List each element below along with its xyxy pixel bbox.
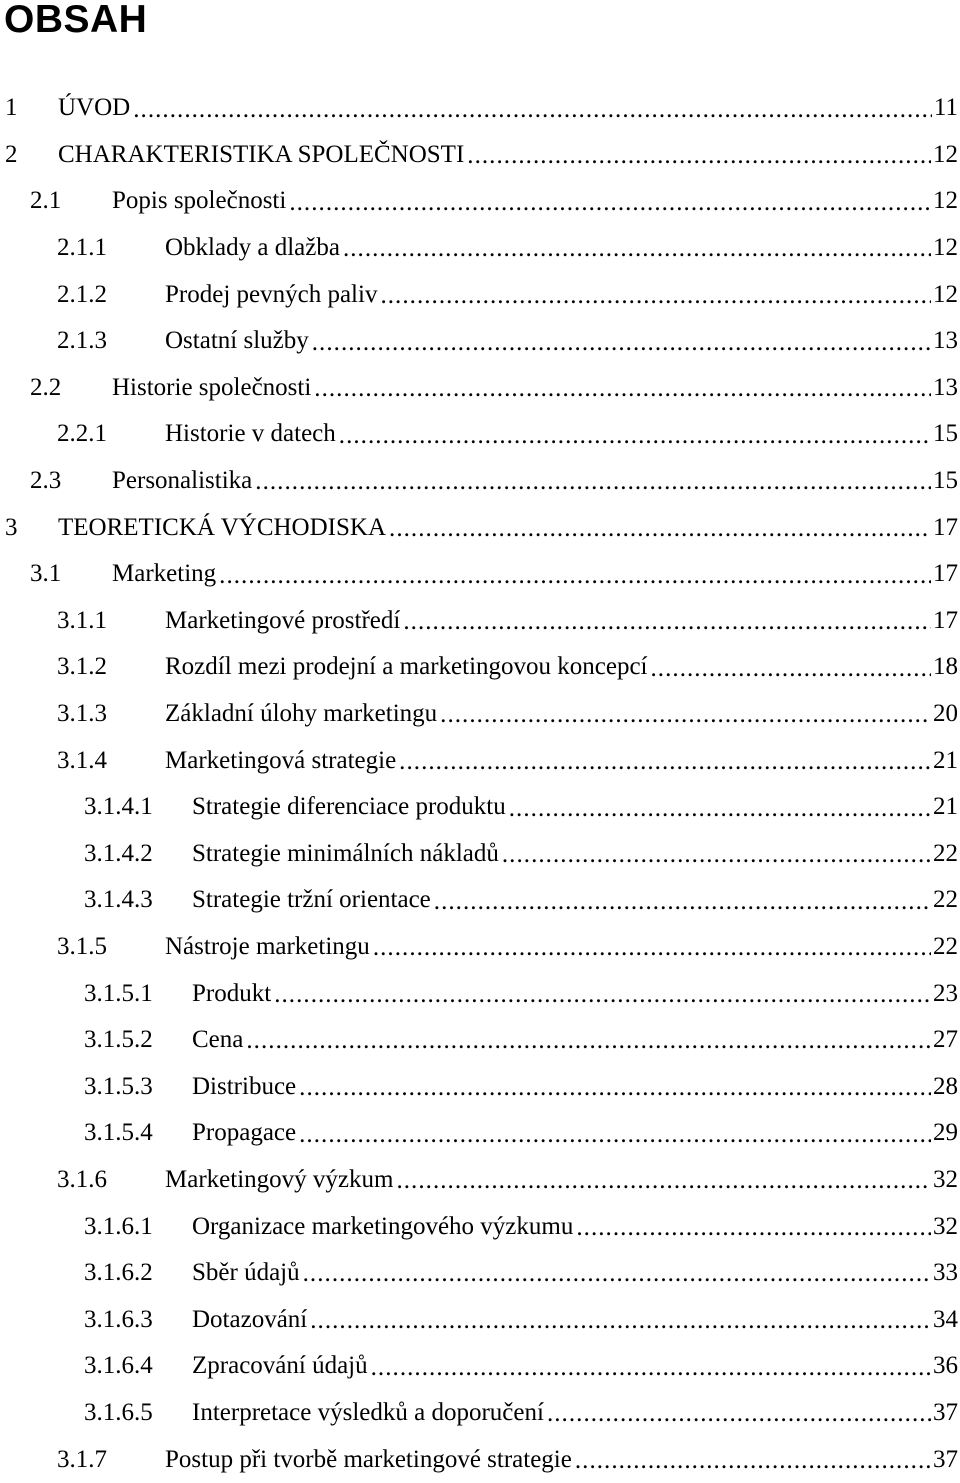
- toc-entry[interactable]: [0, 132, 960, 179]
- dot-leader: [373, 933, 931, 963]
- dot-leader: [502, 840, 931, 870]
- toc-entry[interactable]: [0, 225, 960, 272]
- toc-entry-number: 3.1.5.3: [84, 1072, 153, 1100]
- toc-entry-title[interactable]: Zpracování údajů: [192, 1352, 368, 1380]
- toc-entry-title[interactable]: Dotazování: [192, 1305, 308, 1333]
- toc-entry-title[interactable]: ÚVOD: [58, 94, 131, 122]
- toc-entry-title[interactable]: Rozdíl mezi prodejní a marketingovou koncepcí: [165, 653, 648, 681]
- toc-entry-page-number[interactable]: 34: [933, 1305, 958, 1333]
- toc-entry-page-number[interactable]: 12: [933, 280, 958, 308]
- toc-entry[interactable]: [0, 1017, 960, 1064]
- toc-entry-number: 3.1.6.2: [84, 1259, 153, 1287]
- toc-entry-number: 3.1.6.3: [84, 1305, 153, 1333]
- toc-entry-title[interactable]: Sběr údajů: [192, 1259, 300, 1287]
- toc-entry-page-number[interactable]: 13: [933, 373, 958, 401]
- toc-entry[interactable]: [0, 1296, 960, 1343]
- toc-entry[interactable]: [0, 85, 960, 132]
- toc-entry[interactable]: [0, 178, 960, 225]
- toc-entry[interactable]: [0, 1390, 960, 1437]
- toc-entry[interactable]: [0, 644, 960, 691]
- toc-entry-page-number[interactable]: 36: [933, 1352, 958, 1380]
- toc-entry-number: 3.1.5.1: [84, 979, 153, 1007]
- toc-entry-number: 2.1.1: [57, 234, 107, 262]
- toc-entry-number: 3.1.4.1: [84, 793, 153, 821]
- dot-leader: [651, 654, 932, 684]
- toc-entry-page-number[interactable]: 17: [933, 513, 958, 541]
- toc-entry-title[interactable]: Nástroje marketingu: [165, 932, 370, 960]
- toc-entry[interactable]: [0, 924, 960, 971]
- toc-entry-title[interactable]: Postup při tvorbě marketingové strategie: [165, 1445, 572, 1473]
- toc-entry-page-number[interactable]: 32: [933, 1212, 958, 1240]
- toc-entry-number: 3.1.5.2: [84, 1026, 153, 1054]
- dot-leader: [399, 747, 931, 777]
- toc-entry-page-number[interactable]: 37: [933, 1445, 958, 1473]
- toc-entry-title[interactable]: Personalistika: [112, 467, 253, 495]
- dot-leader: [310, 1306, 931, 1336]
- toc-entry-title[interactable]: Ostatní služby: [165, 327, 309, 355]
- toc-entry-page-number[interactable]: 15: [933, 467, 958, 495]
- dot-leader: [547, 1399, 931, 1429]
- toc-entry-number: 3.1.5.4: [84, 1119, 153, 1147]
- dot-leader: [339, 421, 931, 451]
- dot-leader: [575, 1446, 931, 1476]
- dot-leader: [312, 328, 931, 358]
- toc-entry[interactable]: [0, 504, 960, 551]
- toc-entry-number: 3.1.6.1: [84, 1212, 153, 1240]
- toc-entry-number: 3: [5, 513, 18, 541]
- toc-entry-page-number[interactable]: 17: [933, 606, 958, 634]
- toc-entry-page-number[interactable]: 27: [933, 1026, 958, 1054]
- toc-entry-title[interactable]: Strategie diferenciace produktu: [192, 793, 506, 821]
- toc-entry-title[interactable]: Distribuce: [192, 1072, 297, 1100]
- dot-leader: [299, 1120, 931, 1150]
- toc-entry[interactable]: [0, 877, 960, 924]
- toc-entry[interactable]: [0, 831, 960, 878]
- toc-entry-page-number[interactable]: 11: [933, 94, 958, 122]
- toc-entry-number: 2: [5, 140, 18, 168]
- toc-entry[interactable]: [0, 318, 960, 365]
- toc-entry-title[interactable]: Organizace marketingového výzkumu: [192, 1212, 574, 1240]
- toc-entry-page-number[interactable]: 21: [933, 746, 958, 774]
- toc-entry[interactable]: [0, 691, 960, 738]
- toc-entry-page-number[interactable]: 17: [933, 560, 958, 588]
- toc-entry-page-number[interactable]: 37: [933, 1398, 958, 1426]
- toc-entry-title[interactable]: Strategie minimálních nákladů: [192, 839, 499, 867]
- toc-entry-title[interactable]: Historie společnosti: [112, 373, 312, 401]
- dot-leader: [255, 467, 931, 497]
- dot-leader: [380, 281, 931, 311]
- dot-leader: [434, 887, 931, 917]
- toc-entry-number: 3.1.7: [57, 1445, 107, 1473]
- dot-leader: [246, 1026, 931, 1056]
- toc-entry-number: 3.1.6: [57, 1165, 107, 1193]
- toc-entry-number: 3.1.4.3: [84, 886, 153, 914]
- toc-entry-number: 2.1.2: [57, 280, 107, 308]
- toc-entry-title[interactable]: Popis společnosti: [112, 187, 287, 215]
- dot-leader: [403, 607, 931, 637]
- toc-entry[interactable]: [0, 411, 960, 458]
- dot-leader: [389, 514, 931, 544]
- toc-entry-number: 2.1: [30, 187, 62, 215]
- toc-entry-title[interactable]: Marketingový výzkum: [165, 1165, 394, 1193]
- toc-entry[interactable]: [0, 551, 960, 598]
- toc-entry-page-number[interactable]: 22: [933, 932, 958, 960]
- toc-entry-page-number[interactable]: 20: [933, 700, 958, 728]
- toc-entry-number: 2.1.3: [57, 327, 107, 355]
- dot-leader: [396, 1166, 931, 1196]
- toc-entry-title[interactable]: Základní úlohy marketingu: [165, 700, 438, 728]
- toc-entry-title[interactable]: Marketingová strategie: [165, 746, 397, 774]
- toc-entry-title[interactable]: Interpretace výsledků a doporučení: [192, 1398, 544, 1426]
- toc-entry-title[interactable]: Obklady a dlažba: [165, 234, 340, 262]
- toc-entry[interactable]: [0, 1203, 960, 1250]
- toc-entry-title[interactable]: Prodej pevných paliv: [165, 280, 378, 308]
- toc-entry-page-number[interactable]: 12: [933, 140, 958, 168]
- toc-entry-title[interactable]: Strategie tržní orientace: [192, 886, 431, 914]
- toc-entry-number: 1: [5, 94, 18, 122]
- toc-entry-page-number[interactable]: 28: [933, 1072, 958, 1100]
- toc-entry[interactable]: [0, 1063, 960, 1110]
- toc-entry-page-number[interactable]: 22: [933, 839, 958, 867]
- dot-leader: [299, 1073, 931, 1103]
- toc-entry-number: 3.1.1: [57, 606, 107, 634]
- toc-entry[interactable]: [0, 1157, 960, 1204]
- table-of-contents: [0, 85, 960, 1483]
- toc-entry-title[interactable]: Marketing: [112, 560, 217, 588]
- toc-entry-number: 2.3: [30, 467, 62, 495]
- toc-entry[interactable]: [0, 1110, 960, 1157]
- dot-leader: [274, 980, 931, 1010]
- toc-entry-number: 2.2.1: [57, 420, 107, 448]
- toc-entry[interactable]: [0, 737, 960, 784]
- toc-entry-page-number[interactable]: 12: [933, 234, 958, 262]
- toc-entry-title[interactable]: Cena: [192, 1026, 244, 1054]
- page-title: OBSAH: [4, 0, 148, 41]
- toc-entry-page-number[interactable]: 15: [933, 420, 958, 448]
- toc-entry-page-number[interactable]: 13: [933, 327, 958, 355]
- dot-leader: [509, 794, 931, 824]
- dot-leader: [303, 1259, 931, 1289]
- toc-entry-page-number[interactable]: 23: [933, 979, 958, 1007]
- toc-entry-page-number[interactable]: 29: [933, 1119, 958, 1147]
- dot-leader: [371, 1353, 931, 1383]
- toc-entry[interactable]: [0, 598, 960, 645]
- dot-leader: [467, 141, 931, 171]
- toc-entry-title[interactable]: Propagace: [192, 1119, 297, 1147]
- toc-entry[interactable]: [0, 1250, 960, 1297]
- toc-entry-page-number[interactable]: 32: [933, 1165, 958, 1193]
- toc-entry-number: 3.1.4.2: [84, 839, 153, 867]
- toc-entry[interactable]: [0, 1436, 960, 1483]
- toc-entry[interactable]: [0, 1343, 960, 1390]
- toc-entry-title[interactable]: Produkt: [192, 979, 272, 1007]
- toc-entry[interactable]: [0, 365, 960, 412]
- toc-entry-page-number[interactable]: 21: [933, 793, 958, 821]
- dot-leader: [133, 95, 932, 125]
- toc-entry-page-number[interactable]: 12: [933, 187, 958, 215]
- toc-entry-number: 2.2: [30, 373, 62, 401]
- dot-leader: [440, 700, 931, 730]
- toc-entry[interactable]: [0, 458, 960, 505]
- dot-leader: [289, 188, 931, 218]
- dot-leader: [314, 374, 931, 404]
- toc-entry-title[interactable]: Marketingové prostředí: [165, 606, 401, 634]
- toc-entry-title[interactable]: Historie v datech: [165, 420, 336, 448]
- toc-entry-number: 3.1: [30, 560, 62, 588]
- toc-entry-title[interactable]: TEORETICKÁ VÝCHODISKA: [58, 513, 387, 541]
- toc-entry-number: 3.1.4: [57, 746, 107, 774]
- dot-leader: [576, 1213, 931, 1243]
- toc-entry-number: 3.1.3: [57, 700, 107, 728]
- toc-entry-number: 3.1.6.4: [84, 1352, 153, 1380]
- dot-leader: [219, 561, 931, 591]
- toc-entry-number: 3.1.6.5: [84, 1398, 153, 1426]
- toc-entry[interactable]: [0, 784, 960, 831]
- toc-entry-page-number[interactable]: 33: [933, 1259, 958, 1287]
- dot-leader: [343, 234, 931, 264]
- toc-entry[interactable]: [0, 271, 960, 318]
- toc-entry-number: 3.1.5: [57, 932, 107, 960]
- toc-entry-page-number[interactable]: 22: [933, 886, 958, 914]
- toc-entry[interactable]: [0, 970, 960, 1017]
- toc-entry-page-number[interactable]: 18: [933, 653, 958, 681]
- toc-entry-title[interactable]: CHARAKTERISTIKA SPOLEČNOSTI: [58, 140, 465, 168]
- toc-entry-number: 3.1.2: [57, 653, 107, 681]
